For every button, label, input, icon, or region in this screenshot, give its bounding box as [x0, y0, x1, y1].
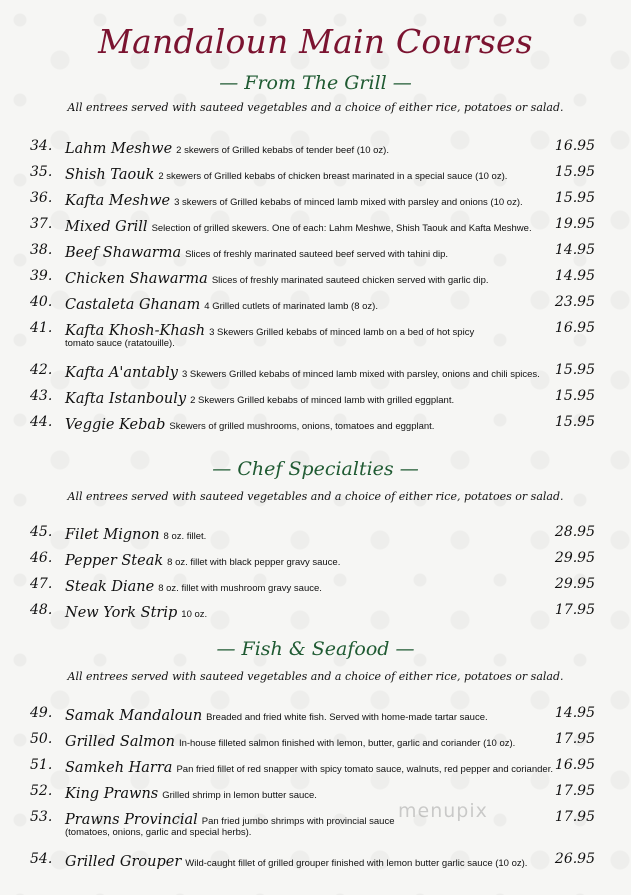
item-name: Steak Diane [65, 579, 155, 595]
item-description-continued: tomato sauce (ratatouille). [65, 338, 175, 349]
item-description: 3 skewers of Grilled kebabs of minced lamb mixed with parsley and onions (10 oz). [174, 197, 523, 208]
item-line [65, 268, 489, 287]
item-description: 3 Skewers Grilled kebabs of minced lamb mixed with parsley, onions and chili spices. [181, 369, 540, 380]
item-description: 8 oz. fillet with black pepper gravy sauce. [167, 557, 341, 568]
item-name: Lahm Meshwe [65, 141, 173, 157]
item-name: Mixed Grill [65, 219, 148, 235]
item-description: In-house filleted salmon finished with lemon, butter, garlic and coriander (10 oz). [178, 738, 516, 749]
item-line [65, 851, 527, 870]
menu-item [30, 705, 595, 725]
item-name: Shish Taouk [65, 167, 155, 183]
item-description: 2 skewers of Grilled kebabs of tender beef (10 oz). [176, 145, 389, 156]
item-number: 47. [30, 576, 53, 592]
menu-item [30, 164, 595, 184]
item-line [65, 216, 532, 235]
item-price: 16.95 [554, 138, 595, 154]
item-description: Skewers of grilled mushrooms, onions, tomatoes and eggplant. [169, 421, 435, 432]
item-name: Pepper Steak [65, 553, 164, 569]
item-description: 4 Grilled cutlets of marinated lamb (8 oz). [204, 301, 378, 312]
item-price: 29.95 [554, 550, 595, 566]
menu-title: Mandaloun Main Courses [98, 22, 533, 61]
item-line [65, 731, 515, 750]
item-price: 15.95 [554, 414, 595, 430]
item-number: 39. [30, 268, 53, 284]
item-price: 28.95 [554, 524, 595, 540]
item-line [65, 524, 206, 543]
item-price: 17.95 [554, 809, 595, 825]
menu-item [30, 524, 595, 544]
item-name: Samkeh Harra [65, 760, 173, 776]
item-number: 40. [30, 294, 53, 310]
item-number: 54. [30, 851, 53, 867]
item-description: 2 skewers of Grilled kebabs of chicken breast marinated in a special sauce (10 oz). [158, 171, 508, 182]
section-note: All entrees served with sauteed vegetables and a choice of either rice, potatoes or salad. [67, 490, 564, 503]
item-price: 29.95 [554, 576, 595, 592]
item-description: Pan fried jumbo shrimps with provincial sauce [201, 816, 395, 827]
item-line [65, 190, 523, 209]
item-name: King Prawns [65, 786, 159, 802]
item-description: 2 Skewers Grilled kebabs of minced lamb with grilled eggplant. [190, 395, 455, 406]
menu-item [30, 783, 595, 803]
menu-item [30, 138, 595, 158]
item-number: 36. [30, 190, 53, 206]
section-heading: — From The Grill — [219, 72, 412, 94]
item-description: Pan fried fillet of red snapper with spicy tomato sauce, walnuts, red pepper and coriander. [176, 764, 553, 775]
menu-item [30, 190, 595, 210]
menu-item [30, 809, 595, 838]
item-name: Chicken Shawarma [65, 271, 208, 287]
item-description: 10 oz. [181, 609, 208, 620]
item-number: 43. [30, 388, 53, 404]
menu-item [30, 216, 595, 236]
item-number: 52. [30, 783, 53, 799]
item-name: Beef Shawarma [65, 245, 182, 261]
item-price: 26.95 [554, 851, 595, 867]
item-number: 44. [30, 414, 53, 430]
menu-item [30, 414, 595, 434]
item-line [65, 576, 322, 595]
item-price: 14.95 [554, 242, 595, 258]
section-note: All entrees served with sauteed vegetables and a choice of either rice, potatoes or salad. [67, 670, 564, 683]
item-number: 41. [30, 320, 53, 336]
menu-item [30, 731, 595, 751]
menu-item [30, 757, 595, 777]
item-number: 34. [30, 138, 53, 154]
item-number: 48. [30, 602, 53, 618]
item-line [65, 388, 454, 407]
section-heading: — Chef Specialties — [212, 458, 419, 480]
item-number: 42. [30, 362, 53, 378]
item-line [65, 705, 488, 724]
item-name: Kafta Khosh-Khash [65, 323, 206, 339]
section-note: All entrees served with sauteed vegetables and a choice of either rice, potatoes or salad. [67, 101, 564, 114]
item-description: 8 oz. fillet with mushroom gravy sauce. [158, 583, 322, 594]
item-number: 51. [30, 757, 53, 773]
menu-item [30, 576, 595, 596]
item-description: Grilled shrimp in lemon butter sauce. [162, 790, 317, 801]
item-description: 8 oz. fillet. [163, 531, 207, 542]
item-number: 38. [30, 242, 53, 258]
item-name: Samak Mandaloun [65, 708, 203, 724]
item-description-continued: (tomatoes, onions, garlic and special herbs). [65, 827, 252, 838]
item-price: 15.95 [554, 164, 595, 180]
item-line [65, 809, 395, 828]
item-name: Grilled Grouper [65, 854, 182, 870]
menu-item [30, 294, 595, 314]
menu-item [30, 362, 595, 382]
item-line [65, 242, 448, 261]
item-line [65, 138, 389, 157]
item-number: 35. [30, 164, 53, 180]
item-line [65, 164, 507, 183]
item-line [65, 294, 378, 313]
item-number: 45. [30, 524, 53, 540]
item-description: Wild-caught fillet of grilled grouper finished with lemon butter garlic sauce (10 oz). [185, 858, 528, 869]
item-price: 15.95 [554, 190, 595, 206]
item-line [65, 550, 340, 569]
item-line [65, 362, 540, 381]
item-price: 23.95 [554, 294, 595, 310]
item-name: Prawns Provincial [65, 812, 198, 828]
item-price: 14.95 [554, 268, 595, 284]
item-number: 49. [30, 705, 53, 721]
menu-item [30, 388, 595, 408]
item-number: 37. [30, 216, 53, 232]
item-line [65, 757, 553, 776]
item-name: New York Strip [65, 605, 178, 621]
item-price: 16.95 [554, 320, 595, 336]
item-line [65, 602, 207, 621]
item-name: Kafta A'antably [65, 365, 178, 381]
item-name: Grilled Salmon [65, 734, 175, 750]
item-line [65, 320, 474, 339]
menu-item [30, 320, 595, 349]
item-line [65, 783, 317, 802]
menu-item [30, 602, 595, 622]
item-price: 19.95 [554, 216, 595, 232]
item-number: 50. [30, 731, 53, 747]
item-name: Kafta Meshwe [65, 193, 171, 209]
item-price: 17.95 [554, 783, 595, 799]
item-name: Veggie Kebab [65, 417, 166, 433]
menu-item [30, 851, 595, 871]
item-description: Selection of grilled skewers. One of each: Lahm Meshwe, Shish Taouk and Kafta Meshwe. [151, 223, 532, 234]
item-price: 17.95 [554, 602, 595, 618]
item-name: Filet Mignon [65, 527, 160, 543]
item-price: 14.95 [554, 705, 595, 721]
menu-item [30, 242, 595, 262]
menu-item [30, 268, 595, 288]
item-price: 15.95 [554, 388, 595, 404]
item-name: Kafta Istanbouly [65, 391, 187, 407]
item-price: 15.95 [554, 362, 595, 378]
item-description: 3 Skewers Grilled kebabs of minced lamb on a bed of hot spicy [209, 327, 475, 338]
item-name: Castaleta Ghanam [65, 297, 201, 313]
item-number: 46. [30, 550, 53, 566]
item-line [65, 414, 434, 433]
item-description: Slices of freshly marinated sauteed chicken served with garlic dip. [211, 275, 489, 286]
watermark-logo: menupix [398, 800, 488, 822]
item-price: 17.95 [554, 731, 595, 747]
item-number: 53. [30, 809, 53, 825]
menu-item [30, 550, 595, 570]
item-description: Breaded and fried white fish. Served with home-made tartar sauce. [206, 712, 488, 723]
item-price: 16.95 [554, 757, 595, 773]
item-description: Slices of freshly marinated sauteed beef served with tahini dip. [185, 249, 449, 260]
section-heading: — Fish & Seafood — [216, 638, 415, 660]
